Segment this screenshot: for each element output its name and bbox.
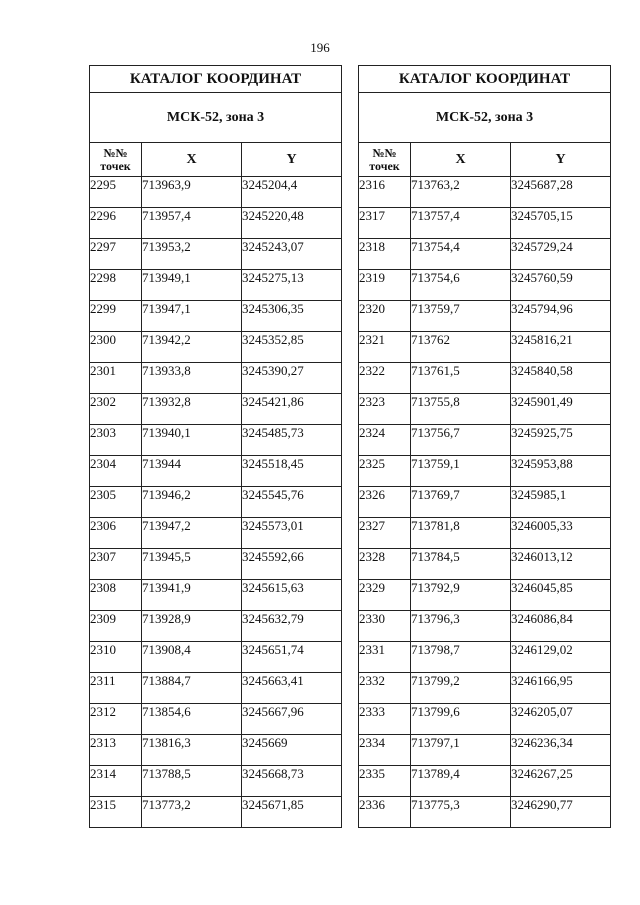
point-number-cell: 2299 (90, 301, 142, 332)
table-row (90, 425, 342, 456)
point-number-cell: 2329 (359, 580, 411, 611)
x-coordinate-cell: 713854,6 (142, 704, 242, 735)
point-number-cell: 2305 (90, 487, 142, 518)
y-coordinate-cell: 3246129,02 (511, 642, 611, 673)
table-title: КАТАЛОГ КООРДИНАТ (90, 66, 342, 93)
table-row (359, 394, 611, 425)
table-row (90, 332, 342, 363)
table-row (359, 580, 611, 611)
point-number-cell: 2320 (359, 301, 411, 332)
table-row (90, 704, 342, 735)
point-number-cell: 2307 (90, 549, 142, 580)
y-coordinate-cell: 3245985,1 (511, 487, 611, 518)
table-row (359, 363, 611, 394)
y-coordinate-cell: 3245901,49 (511, 394, 611, 425)
y-coordinate-cell: 3245925,75 (511, 425, 611, 456)
x-coordinate-cell: 713757,4 (411, 208, 511, 239)
y-coordinate-cell: 3245352,85 (242, 332, 342, 363)
x-coordinate-cell: 713769,7 (411, 487, 511, 518)
x-coordinate-cell: 713947,2 (142, 518, 242, 549)
y-coordinate-cell: 3245729,24 (511, 239, 611, 270)
x-coordinate-cell: 713940,1 (142, 425, 242, 456)
point-number-cell: 2308 (90, 580, 142, 611)
y-coordinate-cell: 3246236,34 (511, 735, 611, 766)
y-coordinate-cell: 3245306,35 (242, 301, 342, 332)
y-coordinate-cell: 3246205,07 (511, 704, 611, 735)
table-row (359, 301, 611, 332)
x-coordinate-cell: 713761,5 (411, 363, 511, 394)
table-row (90, 797, 342, 828)
header-number-sign: №№ (372, 145, 397, 160)
x-coordinate-cell: 713798,7 (411, 642, 511, 673)
x-coordinate-cell: 713797,1 (411, 735, 511, 766)
table-body (90, 177, 342, 828)
x-coordinate-cell: 713784,5 (411, 549, 511, 580)
x-coordinate-cell: 713941,9 (142, 580, 242, 611)
x-coordinate-cell: 713816,3 (142, 735, 242, 766)
y-coordinate-cell: 3245669 (242, 735, 342, 766)
table-row (359, 425, 611, 456)
table-row (359, 766, 611, 797)
table-subtitle: МСК-52, зона 3 (90, 93, 342, 143)
x-coordinate-cell: 713763,2 (411, 177, 511, 208)
y-coordinate-cell: 3245663,41 (242, 673, 342, 704)
page-number: 196 (310, 40, 330, 55)
point-number-cell: 2317 (359, 208, 411, 239)
x-coordinate-cell: 713946,2 (142, 487, 242, 518)
x-coordinate-cell: 713759,1 (411, 456, 511, 487)
point-number-cell: 2335 (359, 766, 411, 797)
y-coordinate-cell: 3246005,33 (511, 518, 611, 549)
point-number-cell: 2311 (90, 673, 142, 704)
x-coordinate-cell: 713756,7 (411, 425, 511, 456)
column-header-point-number (90, 143, 142, 177)
table-row (90, 580, 342, 611)
point-number-cell: 2313 (90, 735, 142, 766)
x-coordinate-cell: 713759,7 (411, 301, 511, 332)
point-number-cell: 2332 (359, 673, 411, 704)
table-row (90, 270, 342, 301)
table-row (359, 797, 611, 828)
x-coordinate-cell: 713953,2 (142, 239, 242, 270)
y-coordinate-cell: 3245615,63 (242, 580, 342, 611)
point-number-cell: 2318 (359, 239, 411, 270)
x-coordinate-cell: 713773,2 (142, 797, 242, 828)
column-header-y: Y (242, 143, 342, 177)
table-row (90, 673, 342, 704)
x-coordinate-cell: 713799,6 (411, 704, 511, 735)
y-coordinate-cell: 3245592,66 (242, 549, 342, 580)
point-number-cell: 2316 (359, 177, 411, 208)
y-coordinate-cell: 3245667,96 (242, 704, 342, 735)
x-coordinate-cell: 713947,1 (142, 301, 242, 332)
y-coordinate-cell: 3246267,25 (511, 766, 611, 797)
y-coordinate-cell: 3245573,01 (242, 518, 342, 549)
column-header-point-number (359, 143, 411, 177)
point-number-cell: 2324 (359, 425, 411, 456)
y-coordinate-cell: 3245243,07 (242, 239, 342, 270)
x-coordinate-cell: 713775,3 (411, 797, 511, 828)
table-row (359, 518, 611, 549)
point-number-cell: 2300 (90, 332, 142, 363)
x-coordinate-cell: 713792,9 (411, 580, 511, 611)
point-number-cell: 2330 (359, 611, 411, 642)
column-header-x: X (411, 143, 511, 177)
point-number-cell: 2297 (90, 239, 142, 270)
x-coordinate-cell: 713789,4 (411, 766, 511, 797)
x-coordinate-cell: 713949,1 (142, 270, 242, 301)
table-row (90, 363, 342, 394)
x-coordinate-cell: 713796,3 (411, 611, 511, 642)
y-coordinate-cell: 3245816,21 (511, 332, 611, 363)
y-coordinate-cell: 3246166,95 (511, 673, 611, 704)
point-number-cell: 2306 (90, 518, 142, 549)
table-subtitle: МСК-52, зона 3 (359, 93, 611, 143)
table-row (90, 239, 342, 270)
table-row (90, 766, 342, 797)
point-number-cell: 2296 (90, 208, 142, 239)
x-coordinate-cell: 713799,2 (411, 673, 511, 704)
point-number-cell: 2327 (359, 518, 411, 549)
table-row (359, 177, 611, 208)
x-coordinate-cell: 713957,4 (142, 208, 242, 239)
table-row (90, 208, 342, 239)
x-coordinate-cell: 713755,8 (411, 394, 511, 425)
point-number-cell: 2333 (359, 704, 411, 735)
point-number-cell: 2321 (359, 332, 411, 363)
column-header-x: X (142, 143, 242, 177)
table-row (359, 735, 611, 766)
y-coordinate-cell: 3245275,13 (242, 270, 342, 301)
y-coordinate-cell: 3245518,45 (242, 456, 342, 487)
point-number-cell: 2295 (90, 177, 142, 208)
coordinate-catalog-table-left (89, 65, 342, 828)
x-coordinate-cell: 713908,4 (142, 642, 242, 673)
table-row (90, 642, 342, 673)
x-coordinate-cell: 713754,6 (411, 270, 511, 301)
point-number-cell: 2298 (90, 270, 142, 301)
x-coordinate-cell: 713884,7 (142, 673, 242, 704)
table-row (90, 301, 342, 332)
table-row (90, 518, 342, 549)
x-coordinate-cell: 713944 (142, 456, 242, 487)
table-row (90, 456, 342, 487)
table-row (359, 270, 611, 301)
x-coordinate-cell: 713762 (411, 332, 511, 363)
point-number-cell: 2303 (90, 425, 142, 456)
header-points-label: точек (369, 158, 400, 173)
x-coordinate-cell: 713754,4 (411, 239, 511, 270)
table-row (359, 208, 611, 239)
y-coordinate-cell: 3245421,86 (242, 394, 342, 425)
point-number-cell: 2322 (359, 363, 411, 394)
y-coordinate-cell: 3245545,76 (242, 487, 342, 518)
x-coordinate-cell: 713933,8 (142, 363, 242, 394)
column-header-y: Y (511, 143, 611, 177)
table-row (359, 456, 611, 487)
table-row (359, 239, 611, 270)
table-body (359, 177, 611, 828)
y-coordinate-cell: 3245668,73 (242, 766, 342, 797)
y-coordinate-cell: 3246086,84 (511, 611, 611, 642)
table-row (90, 487, 342, 518)
table-row (359, 611, 611, 642)
y-coordinate-cell: 3245485,73 (242, 425, 342, 456)
x-coordinate-cell: 713781,8 (411, 518, 511, 549)
table-row (359, 704, 611, 735)
table-row (90, 394, 342, 425)
y-coordinate-cell: 3245651,74 (242, 642, 342, 673)
x-coordinate-cell: 713788,5 (142, 766, 242, 797)
point-number-cell: 2312 (90, 704, 142, 735)
table-row (359, 487, 611, 518)
point-number-cell: 2314 (90, 766, 142, 797)
x-coordinate-cell: 713963,9 (142, 177, 242, 208)
x-coordinate-cell: 713932,8 (142, 394, 242, 425)
x-coordinate-cell: 713942,2 (142, 332, 242, 363)
point-number-cell: 2326 (359, 487, 411, 518)
y-coordinate-cell: 3245840,58 (511, 363, 611, 394)
table-row (90, 549, 342, 580)
point-number-cell: 2319 (359, 270, 411, 301)
point-number-cell: 2304 (90, 456, 142, 487)
point-number-cell: 2325 (359, 456, 411, 487)
y-coordinate-cell: 3245204,4 (242, 177, 342, 208)
point-number-cell: 2301 (90, 363, 142, 394)
point-number-cell: 2310 (90, 642, 142, 673)
table-row (90, 735, 342, 766)
table-row (90, 611, 342, 642)
x-coordinate-cell: 713945,5 (142, 549, 242, 580)
table-row (359, 642, 611, 673)
y-coordinate-cell: 3245390,27 (242, 363, 342, 394)
point-number-cell: 2309 (90, 611, 142, 642)
y-coordinate-cell: 3245760,59 (511, 270, 611, 301)
point-number-cell: 2302 (90, 394, 142, 425)
y-coordinate-cell: 3245687,28 (511, 177, 611, 208)
y-coordinate-cell: 3246290,77 (511, 797, 611, 828)
coordinate-catalog-table-right (358, 65, 611, 828)
table-row (359, 549, 611, 580)
y-coordinate-cell: 3245953,88 (511, 456, 611, 487)
table-row (359, 673, 611, 704)
point-number-cell: 2334 (359, 735, 411, 766)
y-coordinate-cell: 3246045,85 (511, 580, 611, 611)
table-row (359, 332, 611, 363)
y-coordinate-cell: 3245220,48 (242, 208, 342, 239)
point-number-cell: 2315 (90, 797, 142, 828)
y-coordinate-cell: 3245794,96 (511, 301, 611, 332)
table-row (90, 177, 342, 208)
point-number-cell: 2323 (359, 394, 411, 425)
point-number-cell: 2336 (359, 797, 411, 828)
point-number-cell: 2328 (359, 549, 411, 580)
y-coordinate-cell: 3245705,15 (511, 208, 611, 239)
y-coordinate-cell: 3245632,79 (242, 611, 342, 642)
x-coordinate-cell: 713928,9 (142, 611, 242, 642)
header-number-sign: №№ (103, 145, 128, 160)
table-title: КАТАЛОГ КООРДИНАТ (359, 66, 611, 93)
y-coordinate-cell: 3245671,85 (242, 797, 342, 828)
point-number-cell: 2331 (359, 642, 411, 673)
header-points-label: точек (100, 158, 131, 173)
y-coordinate-cell: 3246013,12 (511, 549, 611, 580)
